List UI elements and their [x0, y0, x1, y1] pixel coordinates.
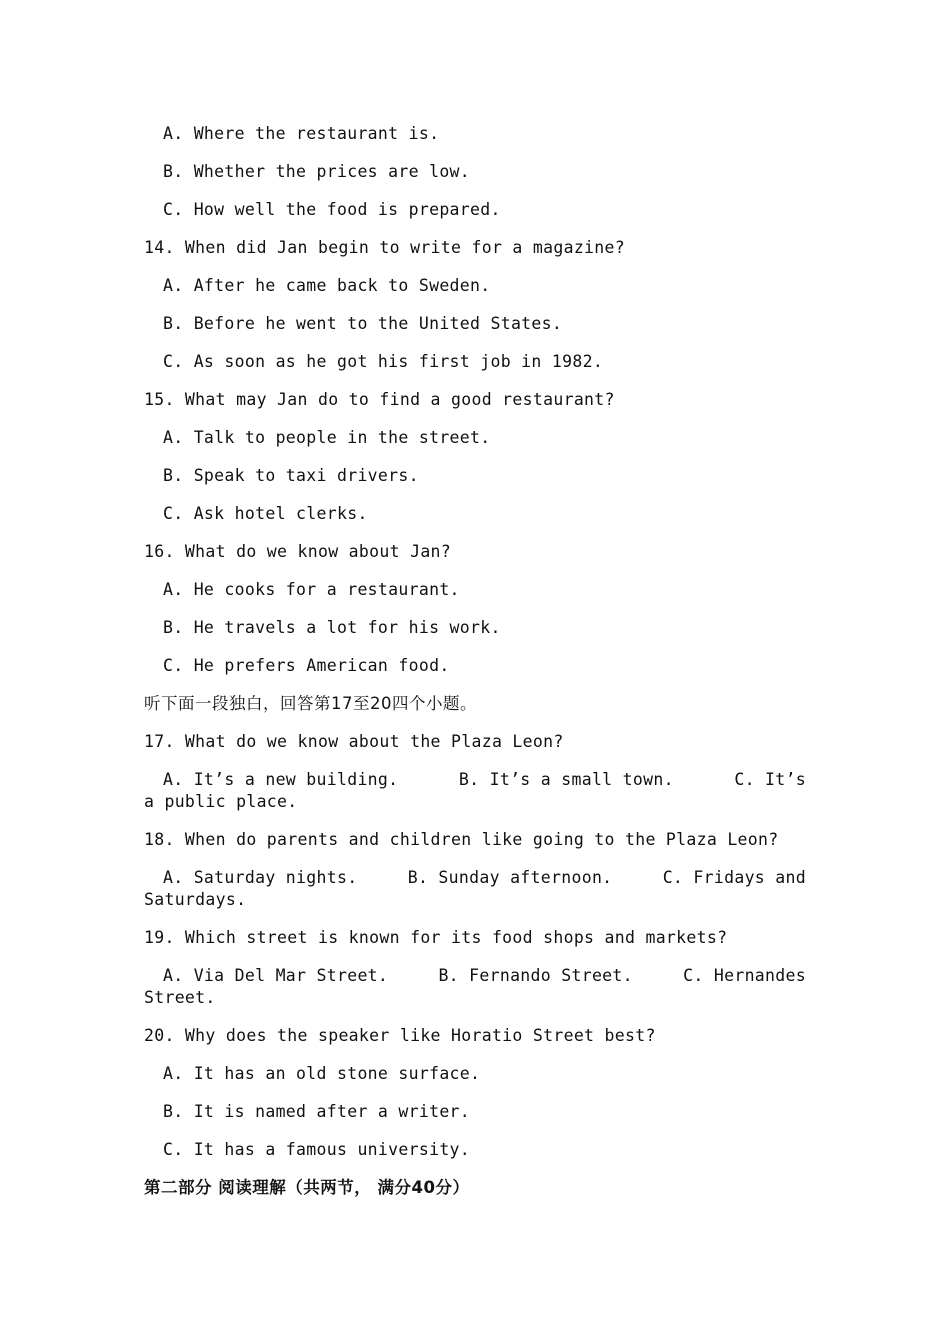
listening-instruction: 听下面一段独白，回答第17至20四个小题。 — [144, 694, 477, 713]
q17-option-a: A. It’s a new building. — [163, 770, 399, 789]
q15-option-c: C. Ask hotel clerks. — [163, 504, 368, 523]
q19-options-row — [144, 965, 806, 987]
q14-option-a: A. After he came back to Sweden. — [163, 276, 491, 295]
q13-option-b: B. Whether the prices are low. — [163, 162, 471, 181]
q17-options — [144, 769, 806, 813]
q17-option-c-continued: a public place. — [144, 792, 298, 811]
q15-option-b: B. Speak to taxi drivers. — [163, 466, 419, 485]
q16-question: 16. What do we know about Jan? — [144, 542, 452, 561]
section-heading: 第二部分 阅读理解（共两节， 满分40分） — [144, 1178, 470, 1197]
q14-option-c: C. As soon as he got his first job in 1982. — [163, 352, 604, 371]
q17-options-row — [144, 769, 806, 791]
q19-options — [144, 965, 806, 1009]
q17-option-b: B. It’s a small town. — [458, 770, 674, 789]
q20-question: 20. Why does the speaker like Horatio Street best? — [144, 1026, 656, 1045]
q19-question: 19. Which street is known for its food shops and markets? — [144, 928, 728, 947]
q17-option-c: C. It’s — [734, 770, 806, 789]
q14-question: 14. When did Jan begin to write for a magazine? — [144, 238, 625, 257]
q13-option-a: A. Where the restaurant is. — [163, 124, 440, 143]
q20-option-a: A. It has an old stone surface. — [163, 1064, 481, 1083]
q18-option-a: A. Saturday nights. — [163, 868, 358, 887]
q19-option-a: A. Via Del Mar Street. — [163, 966, 389, 985]
q16-option-a: A. He cooks for a restaurant. — [163, 580, 460, 599]
q20-option-b: B. It is named after a writer. — [163, 1102, 471, 1121]
q16-option-b: B. He travels a lot for his work. — [163, 618, 501, 637]
q17-question: 17. What do we know about the Plaza Leon? — [144, 732, 564, 751]
q19-option-b: B. Fernando Street. — [438, 966, 633, 985]
q19-option-c-continued: Street. — [144, 988, 216, 1007]
q20-option-c: C. It has a famous university. — [163, 1140, 471, 1159]
q13-option-c: C. How well the food is prepared. — [163, 200, 501, 219]
q15-question: 15. What may Jan do to find a good restaurant? — [144, 390, 615, 409]
q14-option-b: B. Before he went to the United States. — [163, 314, 563, 333]
q18-options-row — [144, 867, 806, 889]
q18-option-c-continued: Saturdays. — [144, 890, 247, 909]
q19-option-c: C. Hernandes — [683, 966, 806, 985]
q18-option-b: B. Sunday afternoon. — [407, 868, 613, 887]
q18-question: 18. When do parents and children like going to the Plaza Leon? — [144, 830, 779, 849]
q15-option-a: A. Talk to people in the street. — [163, 428, 491, 447]
q18-option-c: C. Fridays and — [662, 868, 806, 887]
q16-option-c: C. He prefers American food. — [163, 656, 450, 675]
q18-options — [144, 867, 806, 911]
